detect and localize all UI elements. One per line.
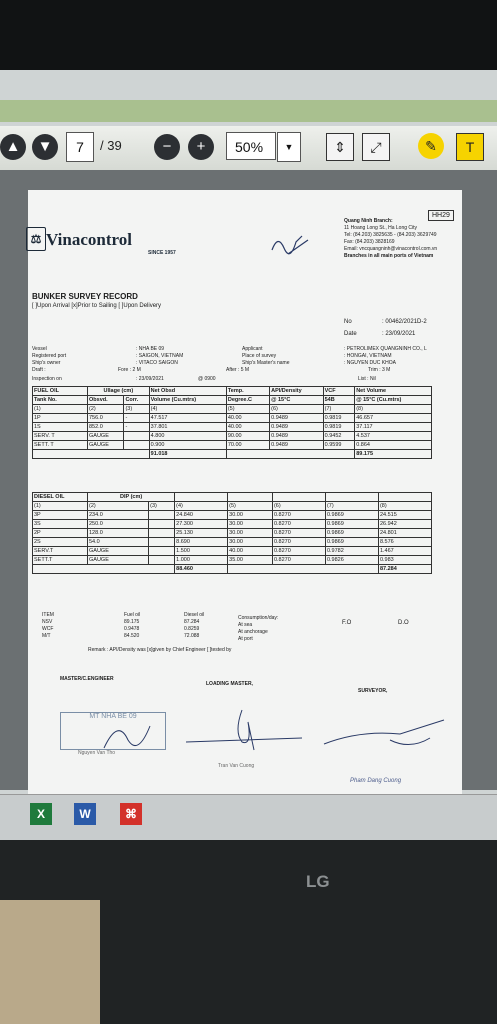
field-label: Draft : — [32, 367, 46, 373]
form-code: HH29 — [428, 210, 454, 221]
fuel-oil-total-volume: 91.018 — [149, 450, 226, 459]
comment-icon[interactable]: ✎ — [418, 133, 444, 159]
summary-value: 72.088 — [184, 633, 200, 639]
no-label: No — [344, 319, 352, 325]
page-number-input[interactable]: 7 — [66, 132, 94, 162]
branch-line: Fax: (84.203) 3828169 — [344, 239, 395, 245]
field-label: Applicant — [242, 346, 263, 352]
diesel-oil-table — [32, 492, 432, 574]
field-value: : NGUYEN DUC KHOA — [344, 360, 396, 366]
signer-name: Pham Dang Cuong — [350, 778, 402, 784]
table-total-row — [33, 565, 432, 574]
company-logo — [30, 230, 132, 250]
summary-value: Diesel oil — [184, 612, 205, 618]
field-label: Vessel — [32, 346, 47, 352]
consumption-label: At port — [238, 636, 253, 642]
fuel-oil-table — [32, 386, 432, 459]
company-name: Vinacontrol — [46, 230, 132, 249]
consumption-label: At anchorage — [238, 629, 268, 635]
zoom-in-icon[interactable]: + — [188, 134, 214, 160]
field-label: Ship's Master's name — [242, 360, 290, 366]
zoom-out-icon[interactable]: − — [154, 134, 180, 160]
summary-label: WCF — [42, 626, 54, 632]
branch-line: Tel: (84.203) 3825635 - (84.203) 3629749 — [344, 232, 437, 238]
pdf-toolbar — [0, 126, 497, 171]
summary-label: ITEM — [42, 612, 54, 618]
window-title-bar — [0, 100, 497, 122]
table-row: 1S 852.0 - 37.801 40.00 0.9489 0.9819 37.117 — [33, 423, 432, 432]
branch-line: Email: vncquangninh@vinacontrol.com.vn — [344, 246, 438, 252]
table-row: 3S 250.0 27.300 30.00 0.8270 0.9869 26.942 — [33, 520, 432, 529]
excel-icon[interactable]: X — [30, 803, 52, 825]
table-row: SETT. T GAUGE 0.900 70.00 0.9489 0.9599 0.864 — [33, 441, 432, 450]
branch-line: 11 Hoang Long St., Ha Long City — [344, 225, 418, 231]
consumption-label: Consumption/day: — [238, 615, 279, 621]
survey-options: [ ]Upon Arrival [x]Prior to Sailing [ ]Upon Delivery — [32, 303, 162, 309]
branch-line: Quang Ninh Branch: — [344, 218, 393, 224]
table-row: 3P 234.0 24.840 30.00 0.8270 0.9869 24.515 — [33, 511, 432, 520]
document-page — [28, 190, 462, 818]
desk-surface — [0, 900, 100, 1024]
summary-value: 87.284 — [184, 619, 200, 625]
company-since: SINCE 1957 — [148, 250, 176, 256]
table-index-row: (1) (2) (3) (4) (5) (6) (7) (8) — [33, 405, 432, 414]
field-value: : 23/09/2021 — [136, 376, 164, 382]
field-label: Inspection on — [32, 376, 62, 382]
table-row: 2P 128.0 25.130 30.00 0.8270 0.9869 24.801 — [33, 529, 432, 538]
field-value: : NHA BE 09 — [136, 346, 165, 352]
summary-value: 89.175 — [124, 619, 140, 625]
date-label: Date — [344, 331, 357, 337]
up-arrow-icon[interactable]: ▲ — [0, 134, 26, 160]
field-label: Registered port — [32, 353, 67, 359]
date-value: : 23/09/2021 — [382, 331, 416, 337]
logo-scale-icon: ⚖ — [26, 227, 46, 251]
diesel-oil-total-net: 87.284 — [378, 565, 431, 574]
do-label: D.O — [398, 620, 409, 626]
table-row: SERV. T GAUGE 4.800 90.00 0.9489 0.9452 4.537 — [33, 432, 432, 441]
table-row: SERV.T GAUGE 1.500 40.00 0.8270 0.9782 1.467 — [33, 547, 432, 556]
signature-mark — [268, 230, 318, 260]
table-row: 1P 756.0 - 47.517 40.00 0.9489 0.9819 46.657 — [33, 414, 432, 423]
monitor-brand-logo: LG — [306, 872, 330, 891]
fit-width-icon[interactable]: ⤢ — [362, 133, 390, 161]
signer-name: Nguyen Van Tho — [78, 750, 116, 756]
field-label: Place of survey — [242, 353, 277, 359]
table-header-row: Tank No. Obsvd. Corr. Volume (Cu.mtrs) Degree.C @ 15°C 54B @ 15°C (Cu.mtrs) — [33, 396, 432, 405]
document-title: BUNKER SURVEY RECORD — [32, 292, 138, 301]
master-engineer-label: MASTER/C.ENGINEER — [60, 676, 114, 682]
pdf-icon[interactable]: ⌘ — [120, 803, 142, 825]
monitor-bezel-top — [0, 0, 497, 70]
screen — [0, 70, 497, 840]
signer-name: Tran Van Cuong — [218, 763, 255, 769]
no-value: : 00462/2021D-2 — [382, 319, 427, 325]
signature-loading-master — [182, 702, 312, 762]
trim-value: Trim : 3 M — [368, 367, 391, 373]
page-total: / 39 — [100, 138, 122, 153]
field-value: : SAIGON, VIETNAM — [136, 353, 184, 359]
branch-line: Branches in all main ports of Vietnam — [344, 253, 434, 259]
zoom-input[interactable]: 50% — [226, 132, 276, 160]
field-value: : PETROLIMEX QUANGNINH CO., L — [344, 346, 427, 352]
word-icon[interactable]: W — [74, 803, 96, 825]
signature-surveyor — [320, 710, 450, 760]
summary-value: 84.520 — [124, 633, 140, 639]
summary-value: Fuel oil — [124, 612, 141, 618]
table-row: SETT.T GAUGE 1.000 35.00 0.8270 0.9826 0.983 — [33, 556, 432, 565]
ship-stamp: MT NHA BE 09 — [60, 712, 166, 750]
fuel-oil-total-net: 89.175 — [355, 450, 432, 459]
fo-label: F.O — [342, 620, 352, 626]
consumption-label: At sea — [238, 622, 253, 628]
table-row: 2S 54.0 8.690 30.00 0.8270 0.9869 8.576 — [33, 538, 432, 547]
summary-value: 0.8259 — [184, 626, 200, 632]
field-label: Ship's owner — [32, 360, 61, 366]
field-value: Fore : 2 M — [118, 367, 141, 373]
draft-after: After : 5 M — [226, 367, 250, 373]
loading-master-label: LOADING MASTER, — [206, 681, 253, 687]
table-total-row — [33, 450, 432, 459]
list-value: List : Nil — [358, 376, 376, 382]
down-arrow-icon[interactable]: ▼ — [32, 134, 58, 160]
table-index-row: (1) (2) (3) (4) (5) (6) (7) (8) — [33, 502, 432, 511]
remark: Remark : API/Density was [x]given by Chief Engineer [ ]tested by — [88, 647, 232, 653]
field-value: : VITACO SAIGON — [136, 360, 178, 366]
document-viewport[interactable] — [0, 170, 497, 790]
fit-page-icon[interactable]: ⇕ — [326, 133, 354, 161]
table-header-row: FUEL OIL Ullage (cm) Net Obsd Temp. API/Density VCF Net Volume — [33, 387, 432, 396]
field-value: : HONGAI, VIETNAM — [344, 353, 392, 359]
highlight-icon[interactable]: T — [456, 133, 484, 161]
summary-value: 0.9478 — [124, 626, 140, 632]
surveyor-label: SURVEYOR, — [358, 688, 388, 694]
inspection-time: @ 0900 — [198, 376, 216, 382]
summary-label: M/T — [42, 633, 51, 639]
summary-label: NSV — [42, 619, 53, 625]
table-header-row: DIESEL OIL DIP (cm) — [33, 493, 432, 502]
dropdown-icon[interactable]: ▼ — [277, 132, 301, 162]
taskbar — [0, 794, 497, 840]
diesel-oil-total-volume: 88.460 — [175, 565, 228, 574]
